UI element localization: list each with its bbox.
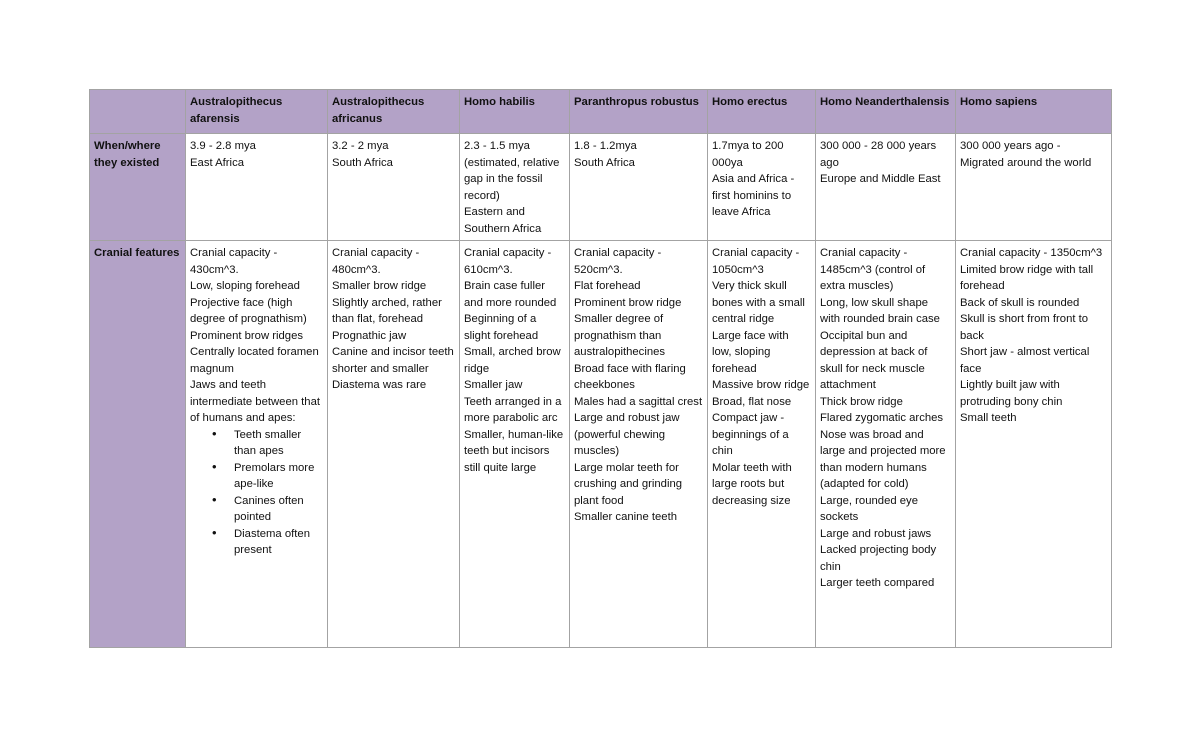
- cell-text-line: Asia and Africa - first hominins to leave Africa: [712, 173, 795, 218]
- cranial-cell: [956, 241, 1112, 648]
- cell-text-line: Canine and incisor teeth shorter and smaller: [332, 346, 454, 375]
- cell-text-line: Low, sloping forehead: [190, 280, 300, 292]
- cell-text-line: Cranial capacity - 610cm^3.: [464, 247, 552, 276]
- cell-text-line: Thick brow ridge: [820, 395, 903, 408]
- cell-text-line: Prominent brow ridges: [190, 329, 304, 342]
- cranial-cell: [460, 241, 570, 648]
- header-erectus: Homo erectus: [708, 90, 816, 134]
- teeth-bullet-list: [190, 427, 323, 559]
- when-cell: [186, 134, 328, 241]
- cell-text-line: 2.3 - 1.5 mya (estimated, relative gap in the fossil record): [464, 140, 560, 202]
- cell-text-line: Diastema was rare: [332, 379, 427, 391]
- cell-text-line: Large and robust jaws: [820, 527, 932, 540]
- bullet-dot-icon: •: [212, 458, 217, 474]
- cell-text-line: Centrally located foramen magnum: [190, 346, 319, 375]
- row-label-when-where: When/where they existed: [90, 134, 186, 241]
- cell-text-line: Cranial capacity - 430cm^3.: [190, 247, 278, 276]
- cell-text-line: Large molar teeth for crushing and grinding plant food: [574, 461, 683, 507]
- bullet-dot-icon: •: [212, 524, 217, 540]
- cell-text-line: Large and robust jaw (powerful chewing muscles): [574, 412, 680, 457]
- cell-text-line: Lightly built jaw with protruding bony chin: [960, 379, 1063, 408]
- header-africanus: Australopithecus africanus: [328, 90, 460, 134]
- cranial-features-row: [90, 241, 1112, 648]
- cell-text-line: Cranial capacity - 1350cm^3: [960, 247, 1103, 259]
- bullet-text: Teeth smaller than apes: [234, 428, 302, 457]
- cell-text-line: Long, low skull shape with rounded brain case: [820, 296, 940, 325]
- cell-text-line: Cranial capacity - 520cm^3.: [574, 247, 662, 276]
- cell-text-line: Massive brow ridge: [712, 379, 810, 391]
- header-corner-cell: [90, 90, 186, 134]
- when-cell: [816, 134, 956, 241]
- cell-text-line: Compact jaw - beginnings of a chin: [712, 412, 789, 457]
- cell-text-line: Eastern and Southern Africa: [464, 206, 542, 235]
- cell-text-line: Large, rounded eye sockets: [820, 494, 918, 523]
- header-row: [90, 90, 1112, 134]
- cranial-cell: [708, 241, 816, 648]
- bullet-list-item: [212, 458, 323, 493]
- cell-text-line: Broad face with flaring cheekbones: [574, 362, 686, 391]
- bullet-list-item: [212, 491, 323, 526]
- bullet-list-item: [212, 524, 323, 559]
- bullet-dot-icon: •: [212, 491, 217, 507]
- cell-text-line: Back of skull is rounded: [960, 296, 1080, 309]
- bullet-list-item: [212, 425, 323, 460]
- cranial-cell: [816, 241, 956, 648]
- cell-text-line: Beginning of a slight forehead: [464, 313, 539, 342]
- cell-text-line: Smaller brow ridge: [332, 280, 427, 292]
- when-cell: [570, 134, 708, 241]
- cranial-cell: [186, 241, 328, 648]
- when-where-row: [90, 134, 1112, 241]
- header-afarensis: Australopithecus afarensis: [186, 90, 328, 134]
- cell-text-line: Projective face (high degree of prognathism): [190, 296, 307, 325]
- cell-text-line: East Africa: [190, 156, 244, 169]
- cell-text-line: Small teeth: [960, 412, 1017, 424]
- cell-text-line: Brain case fuller and more rounded: [464, 280, 557, 309]
- cell-text-line: Flat forehead: [574, 280, 641, 292]
- cell-text-line: Prognathic jaw: [332, 329, 407, 342]
- cell-text-line: Teeth arranged in a more parabolic arc: [464, 395, 562, 424]
- cranial-cell: [328, 241, 460, 648]
- when-cell: [328, 134, 460, 241]
- cell-text-line: South Africa: [574, 156, 635, 169]
- cell-text-line: Males had a sagittal crest: [574, 395, 703, 408]
- cell-text-line: Europe and Middle East: [820, 173, 941, 185]
- cell-text-line: Skull is short from front to back: [960, 313, 1089, 342]
- cell-text-line: Molar teeth with large roots but decreasing size: [712, 461, 792, 507]
- cell-text-line: Broad, flat nose: [712, 395, 792, 408]
- cell-text-line: Very thick skull bones with a small central ridge: [712, 280, 805, 325]
- cell-text-line: Large face with low, sloping forehead: [712, 329, 789, 375]
- cell-text-line: Occipital bun and depression at back of skull for neck muscle attachment: [820, 329, 928, 391]
- cell-text-line: Smaller canine teeth: [574, 511, 677, 523]
- cranial-cell: [570, 241, 708, 648]
- cell-text-line: Prominent brow ridge: [574, 296, 682, 309]
- cell-text-line: Nose was broad and large and projected more than modern humans (adapted for cold): [820, 428, 946, 490]
- cell-text-line: Smaller jaw: [464, 379, 523, 391]
- header-neanderthalensis: Homo Neanderthalensis: [816, 90, 956, 134]
- cell-text-line: Smaller, human-like teeth but incisors still quite large: [464, 428, 564, 474]
- cell-text-line: 3.2 - 2 mya: [332, 140, 389, 152]
- hominin-comparison-table: [89, 89, 1112, 648]
- bullet-dot-icon: •: [212, 425, 217, 441]
- header-robustus: Paranthropus robustus: [570, 90, 708, 134]
- bullet-text: Canines often pointed: [234, 494, 304, 523]
- cell-text-line: Jaws and teeth intermediate between that of humans and apes:: [190, 379, 320, 424]
- when-cell: [956, 134, 1112, 241]
- cell-text-line: Smaller degree of prognathism than australopithecines: [574, 313, 666, 358]
- cell-text-line: Flared zygomatic arches: [820, 412, 944, 424]
- row-label-cranial-features: Cranial features: [90, 241, 186, 648]
- cell-text-line: Short jaw - almost vertical face: [960, 346, 1090, 375]
- header-habilis: Homo habilis: [460, 90, 570, 134]
- bullet-text: Premolars more ape-like: [234, 461, 315, 490]
- when-cell: [708, 134, 816, 241]
- when-cell: [460, 134, 570, 241]
- header-sapiens: Homo sapiens: [956, 90, 1112, 134]
- cell-text-line: Limited brow ridge with tall forehead: [960, 263, 1094, 292]
- cell-text-line: 300 000 years ago - Migrated around the world: [960, 140, 1092, 169]
- cell-text-line: Lacked projecting body chin: [820, 544, 937, 573]
- cell-text-line: Larger teeth compared: [820, 577, 935, 589]
- cell-text-line: Cranial capacity - 1485cm^3 (control of extra muscles): [820, 247, 926, 292]
- cell-text-line: Slightly arched, rather than flat, forehead: [332, 296, 442, 325]
- cell-text-line: South Africa: [332, 156, 393, 169]
- cell-text-line: 300 000 - 28 000 years ago: [820, 140, 937, 169]
- cell-text-line: Small, arched brow ridge: [464, 346, 561, 375]
- cell-text-line: Cranial capacity - 480cm^3.: [332, 247, 420, 276]
- bullet-text: Diastema often present: [234, 527, 310, 556]
- cell-text-line: 3.9 - 2.8 mya: [190, 140, 256, 152]
- cell-text-line: 1.8 - 1.2mya: [574, 140, 637, 152]
- cell-text-line: 1.7mya to 200 000ya: [712, 140, 784, 169]
- cell-text-line: Cranial capacity - 1050cm^3: [712, 247, 800, 276]
